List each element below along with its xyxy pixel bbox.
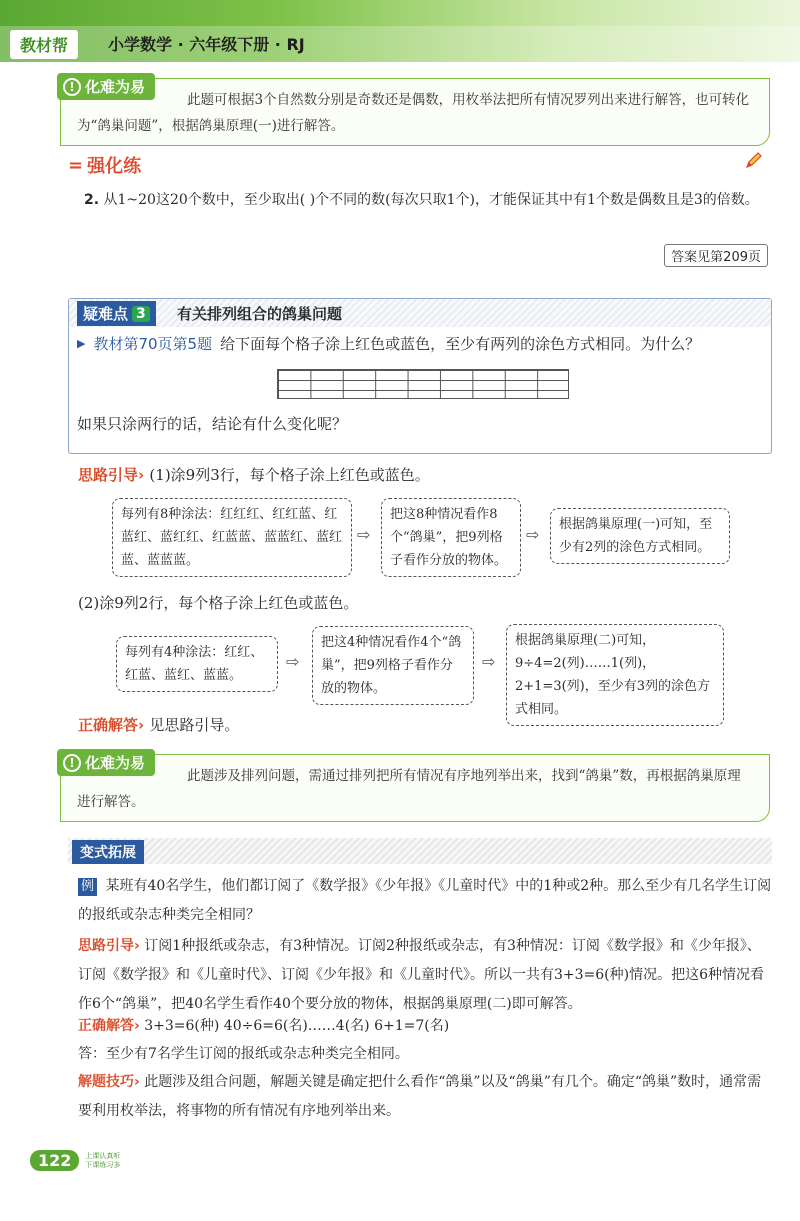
tip-text: 此题可根据3个自然数分别是奇数还是偶数，用枚举法把所有情况罗列出来进行解答，也可转化为“鸽巢问题”，根据鸽巢原理(一)进行解答。 bbox=[77, 92, 750, 134]
example-problem bbox=[78, 872, 772, 930]
triangle-right-icon: ▶ bbox=[77, 337, 86, 350]
variant-answer-lead: 正确解答 bbox=[78, 1018, 134, 1034]
book-title: 小学数学 · 六年级下册 · RJ bbox=[108, 35, 305, 54]
answer-lead: 正确解答 bbox=[78, 716, 139, 734]
exclamation-icon: ! bbox=[63, 754, 81, 772]
coloring-grid bbox=[277, 369, 569, 399]
variant-header bbox=[68, 838, 772, 864]
variant-answer: 正确解答› 3+3=6(种) 40÷6=6(名)……4(名) 6+1=7(名) bbox=[78, 1018, 450, 1034]
followup-question: 如果只涂两行的话，结论有什么变化呢？ bbox=[77, 415, 348, 433]
flow-box-2a: 每列有4种涂法：红红、红蓝、蓝红、蓝蓝。 bbox=[116, 636, 278, 692]
exclamation-icon: ! bbox=[63, 78, 81, 96]
difficulty-tag bbox=[77, 301, 156, 326]
variant-answer-final: 答：至少有7名学生订阅的报纸或杂志种类完全相同。 bbox=[78, 1046, 409, 1062]
practice-tag bbox=[68, 152, 141, 178]
guide-line-1: 思路引导› (1)涂9列3行，每个格子涂上红色或蓝色。 bbox=[78, 466, 430, 484]
variant-tag: 变式拓展 bbox=[72, 840, 144, 864]
brand-logo: 教材帮 bbox=[10, 30, 78, 59]
variant-skill-text: 此题涉及组合问题，解题关键是确定把什么看作“鸽巢”以及“鸽巢”有几个。确定“鸽巢”数时，通常需要利用枚举法，将事物的所有情况有序地列举出来。 bbox=[78, 1074, 762, 1119]
tip-text: 此题涉及排列问题，需通过排列把所有情况有序地列举出来，找到“鸽巢”数，再根据鸽巢原理进行解答。 bbox=[77, 768, 741, 810]
difficulty-header bbox=[69, 299, 771, 327]
example-text: 某班有40名学生，他们都订阅了《数学报》《少年报》《儿童时代》中的1种或2种。那么至少有几名学生订阅的报纸或杂志种类完全相同？ bbox=[78, 878, 772, 923]
flow-box-1b: 把这8种情况看作8个“鸽巢”，把9列格子看作分放的物体。 bbox=[381, 498, 521, 577]
variant-guide-text: 订阅1种报纸或杂志，有3种情况。订阅2种报纸或杂志，有3种情况：订阅《数学报》和《少年报》、订阅《数学报》和《儿童时代》、订阅《少年报》和《儿童时代》。所以一共有3+3=6(种)情况。把这6种情况看作6个“鸽巢”，把40名学生看作40个要分放的物体，根据鸽巢原理(二)即可解答。 bbox=[78, 938, 765, 1012]
example-badge: 例 bbox=[78, 878, 97, 896]
flow-box-2b: 把这4种情况看作4个“鸽巢”，把9列格子看作分放的物体。 bbox=[312, 626, 474, 705]
variant-guide: 思路引导› 订阅1种报纸或杂志，有3种情况。订阅2种报纸或杂志，有3种情况：订阅《数学报》和《少年报》、订阅《数学报》和《儿童时代》、订阅《少年报》和《儿童时代》。所以一共有3+3=6(种)情况。把这6种情况看作6个“鸽巢”，把40名学生看作40个要分放的物体，根据鸽巢原理(二)即可解答。 bbox=[78, 938, 765, 1012]
page-header bbox=[0, 0, 800, 62]
answer-line: 正确解答› 见思路引导。 bbox=[78, 716, 240, 734]
flow-arrow-icon: ⇨ bbox=[286, 652, 300, 671]
page-number: 122 bbox=[30, 1150, 79, 1171]
difficulty-title: 有关排列组合的鸽巢问题 bbox=[177, 305, 343, 323]
tip-tag bbox=[57, 73, 155, 100]
flow-arrow-icon: ⇨ bbox=[482, 652, 496, 671]
flow-arrow-icon: ⇨ bbox=[357, 525, 371, 544]
difficulty-tag-label: 疑难点 bbox=[83, 305, 129, 323]
flow-box-1c: 根据鸽巢原理(一)可知，至少有2列的涂色方式相同。 bbox=[550, 508, 730, 564]
reference-text: 给下面每个格子涂上红色或蓝色，至少有两列的涂色方式相同。为什么？ bbox=[220, 335, 701, 353]
question-number: 2. bbox=[84, 192, 100, 208]
footer-slogan-line-2: 下课练习多 bbox=[85, 1160, 121, 1169]
footer-slogan bbox=[85, 1152, 120, 1170]
tip-box-2 bbox=[60, 754, 770, 822]
guide-line-2 bbox=[78, 592, 358, 613]
practice-label: 强化练 bbox=[87, 156, 142, 177]
difficulty-number: 3 bbox=[132, 306, 150, 322]
footer-slogan-line-1: 上课认真听 bbox=[85, 1151, 121, 1160]
textbook-reference bbox=[77, 333, 700, 354]
difficulty-section bbox=[68, 298, 772, 454]
flow-box-2c: 根据鸽巢原理(二)可知，9÷4=2(列)……1(列)，2+1=3(列)，至少有3列的涂色方式相同。 bbox=[506, 624, 724, 726]
page-footer bbox=[30, 1150, 120, 1171]
double-dash-icon: = bbox=[68, 154, 84, 176]
pencil-icon bbox=[744, 150, 764, 170]
variant-answer-line: 3+3=6(种) 40÷6=6(名)……4(名) 6+1=7(名) bbox=[144, 1018, 450, 1034]
question-text: 从1~20这20个数中，至少取出( )个不同的数(每次只取1个)，才能保证其中有1个数是偶数且是3的倍数。 bbox=[103, 192, 759, 208]
answer-text: 见思路引导。 bbox=[149, 716, 240, 734]
flow-box-1a: 每列有8种涂法：红红红、红红蓝、红蓝红、蓝红红、红蓝蓝、蓝蓝红、蓝红蓝、蓝蓝蓝。 bbox=[112, 498, 352, 577]
guide-part2-title: (2)涂9列2行，每个格子涂上红色或蓝色。 bbox=[78, 594, 359, 612]
tip-box-1 bbox=[60, 78, 770, 146]
flow-arrow-icon: ⇨ bbox=[526, 525, 540, 544]
tip-tag-label: 化难为易 bbox=[85, 754, 146, 772]
practice-question bbox=[84, 186, 774, 214]
guide-part1-title: (1)涂9列3行，每个格子涂上红色或蓝色。 bbox=[149, 466, 430, 484]
tip-tag-label: 化难为易 bbox=[85, 78, 146, 96]
reference-label: 教材第70页第5题 bbox=[93, 335, 213, 353]
variant-skill: 解题技巧› 此题涉及组合问题，解题关键是确定把什么看作“鸽巢”以及“鸽巢”有几个。确定“鸽巢”数时，通常需要利用枚举法，将事物的所有情况有序地列举出来。 bbox=[78, 1074, 762, 1119]
variant-skill-lead: 解题技巧 bbox=[78, 1074, 134, 1090]
tip-tag bbox=[57, 749, 155, 776]
answer-reference: 答案见第209页 bbox=[664, 244, 768, 267]
variant-guide-lead: 思路引导 bbox=[78, 938, 134, 954]
guide-lead: 思路引导 bbox=[78, 466, 139, 484]
